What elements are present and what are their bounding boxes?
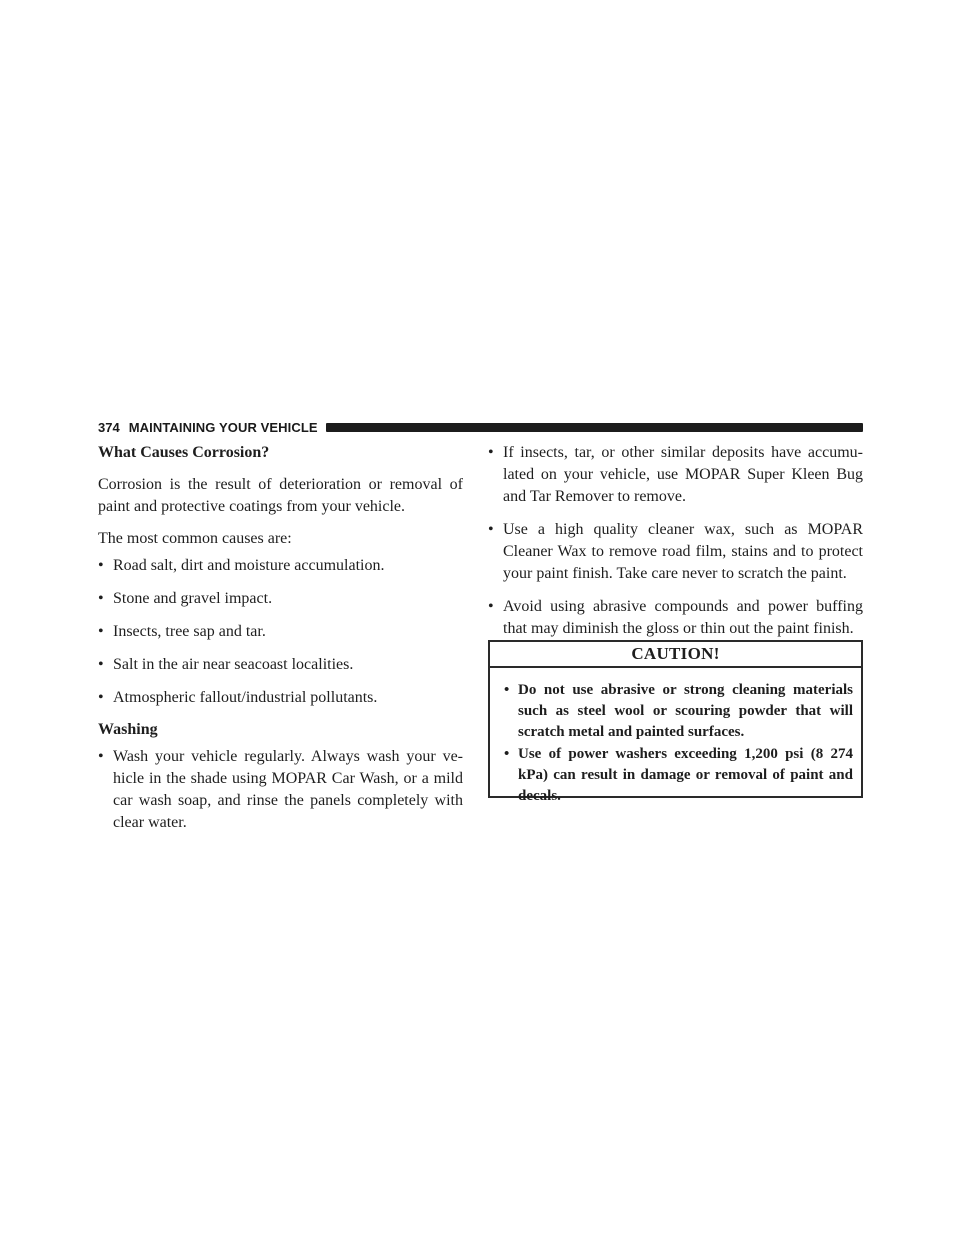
header-rule xyxy=(326,423,863,432)
caution-box xyxy=(488,640,863,804)
caution-item: • Use of power washers exceeding 1,200 psi (8 274 kPa) can result in damage or removal of paint and decals. xyxy=(504,744,853,807)
heading-washing: Washing xyxy=(98,721,158,738)
list-item: • Avoid using abrasive compounds and power buffing that may diminish the gloss or thin out the paint finish. xyxy=(488,596,863,640)
caution-item: • Do not use abrasive or strong cleaning materials such as steel wool or scouring powder that will scratch metal and painted surfaces. xyxy=(504,680,853,743)
page-header xyxy=(98,417,863,437)
washing-list-right xyxy=(488,442,863,640)
caution-title: CAUTION! xyxy=(490,642,861,668)
left-column xyxy=(98,442,463,834)
paragraph-causes-intro: The most common causes are: xyxy=(98,530,292,547)
causes-list xyxy=(98,555,463,709)
washing-list-left xyxy=(98,746,463,834)
heading-what-causes-corrosion: What Causes Corrosion? xyxy=(98,444,270,461)
section-title: MAINTAINING YOUR VEHICLE xyxy=(128,419,318,435)
paragraph-corrosion-definition: Corrosion is the result of deterioration or removal of paint and protective coatings from your vehicle. xyxy=(98,476,463,515)
list-item: • Insects, tree sap and tar. xyxy=(98,621,463,643)
caution-list xyxy=(504,680,853,807)
list-item: • Salt in the air near seacoast localities. xyxy=(98,654,463,676)
right-column xyxy=(488,442,863,640)
caution-body xyxy=(490,668,861,807)
list-item: • Road salt, dirt and moisture accumulation. xyxy=(98,555,463,577)
list-item: • Stone and gravel impact. xyxy=(98,588,463,610)
list-item: • If insects, tar, or other similar deposits have accumu-lated on your vehicle, use MOPAR Super Kleen Bug and Tar Remover to remove. xyxy=(488,442,863,508)
page-number: 374 xyxy=(98,419,120,435)
list-item: • Atmospheric fallout/industrial pollutants. xyxy=(98,687,463,709)
list-item: • Wash your vehicle regularly. Always wash your ve-hicle in the shade using MOPAR Car Wash, or a mild car wash soap, and rinse the panels completely with clear water. xyxy=(98,746,463,834)
list-item: • Use a high quality cleaner wax, such as MOPAR Cleaner Wax to remove road film, stains and to protect your paint finish. Take care never to scratch the paint. xyxy=(488,519,863,585)
